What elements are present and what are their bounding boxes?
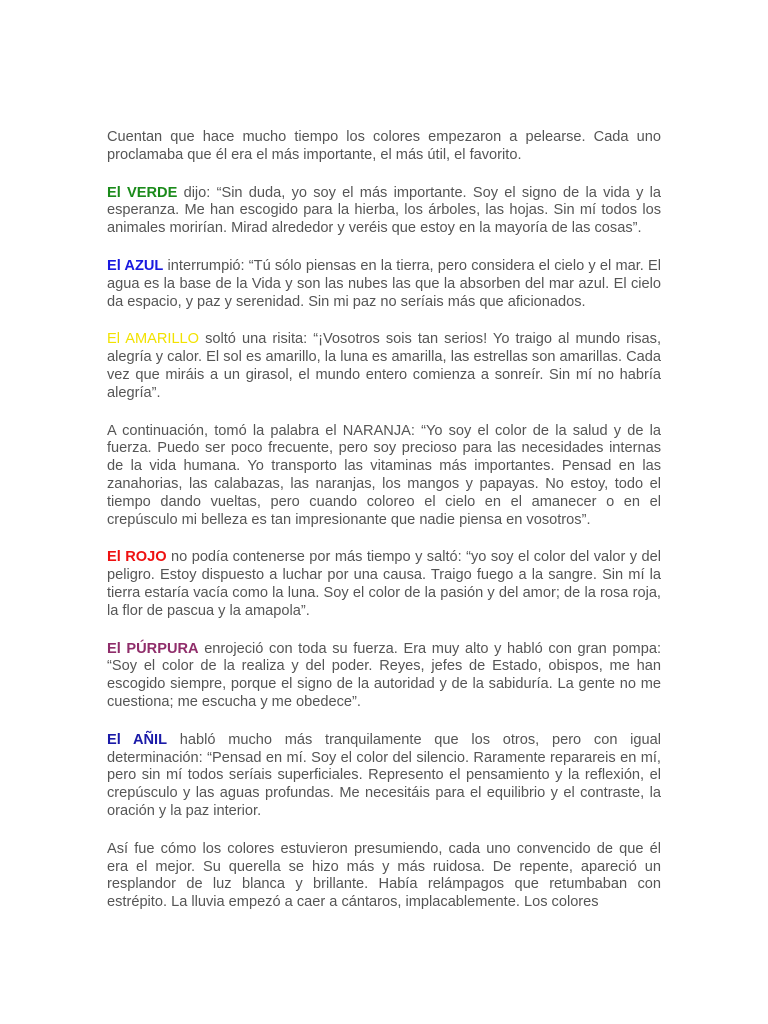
- paragraph-closing: [107, 841, 661, 912]
- color-name-purpura: El PÚRPURA: [107, 640, 199, 657]
- paragraph-amarillo: [107, 331, 661, 402]
- paragraph-text: Así fue cómo los colores estuvieron presumiendo, cada uno convencido de que él era el mejor. Su querella se hizo más y más ruidosa. De repente, apareció un resplandor de luz blanca y brillante. Había relámpagos que retumbaban con estrépito. La lluvia empezó a caer a cántaros, implacablemente. Los colores: [107, 840, 661, 911]
- paragraph-verde: [107, 185, 661, 238]
- paragraph-text: habló mucho más tranquilamente que los otros, pero con igual determinación: “Pensad en mí. Soy el color del silencio. Raramente reparareis en mí, pero sin mí todos seríais superficiales. Represento el pensamiento y la reflexión, el crepúsculo y las aguas profundas. Me necesitáis para el equilibrio y el contraste, la oración y la paz interior.: [107, 731, 661, 819]
- paragraph-text: A continuación, tomó la palabra el NARANJA: “Yo soy el color de la salud y de la fuerza. Puedo ser poco frecuente, pero soy precioso para las necesidades internas de la vida humana. Yo transporto las vitaminas más importantes. Pensad en las zanahorias, las calabazas, las naranjas, los mangos y papayas. No estoy, todo el tiempo dando vueltas, pero cuando coloreo el cielo en el amanecer o en el crepúsculo mi belleza es tan impresionante que nadie piensa en vosotros”.: [107, 422, 661, 528]
- color-name-amarillo: El AMARILLO: [107, 331, 200, 348]
- paragraph-text: interrumpió: “Tú sólo piensas en la tierra, pero considera el cielo y el mar. El agua es la base de la Vida y son las nubes las que la absorben del mar azul. El cielo da espacio, y paz y serenidad. Sin mi paz no seríais más que aficionados.: [107, 257, 661, 310]
- paragraph-text: soltó una risita: “¡Vosotros sois tan serios! Yo traigo al mundo risas, alegría y calor. El sol es amarillo, la luna es amarilla, las estrellas son amarillas. Cada vez que miráis a un girasol, el mundo entero comienza a sonreír. Sin mí no habría alegría”.: [107, 331, 661, 401]
- paragraph-azul: [107, 258, 661, 311]
- paragraph-naranja: [107, 423, 661, 530]
- paragraph-anil: [107, 732, 661, 821]
- paragraph-intro: [107, 129, 661, 165]
- paragraph-rojo: [107, 549, 661, 620]
- color-name-verde: El VERDE: [107, 184, 178, 201]
- paragraph-text: Cuentan que hace mucho tiempo los colores empezaron a pelearse. Cada uno proclamaba que él era el más importante, el más útil, el favorito.: [107, 129, 661, 163]
- color-name-azul: El AZUL: [107, 257, 164, 274]
- document-page: [107, 129, 661, 932]
- paragraph-text: enrojeció con toda su fuerza. Era muy alto y habló con gran pompa: “Soy el color de la realiza y del poder. Reyes, jefes de Estado, obispos, me han escogido siempre, porque el signo de la autoridad y de la sabiduría. La gente no me cuestiona; me escucha y me obedece”.: [107, 640, 661, 710]
- paragraph-text: dijo: “Sin duda, yo soy el más importante. Soy el signo de la vida y la esperanza. Me han escogido para la hierba, los árboles, las hojas. Sin mí todos los animales morirían. Mirad alrededor y veréis que estoy en la mayoría de las cosas”.: [107, 184, 662, 237]
- color-name-rojo: El ROJO: [107, 549, 167, 566]
- paragraph-purpura: [107, 641, 661, 712]
- color-name-anil: El AÑIL: [107, 731, 168, 748]
- paragraph-text: no podía contenerse por más tiempo y saltó: “yo soy el color del valor y del peligro. Estoy dispuesto a luchar por una causa. Traigo fuego a la sangre. Sin mí la tierra estaría vacía como la luna. Soy el color de la pasión y del amor; de la rosa roja, la flor de pascua y la amapola”.: [107, 549, 662, 619]
